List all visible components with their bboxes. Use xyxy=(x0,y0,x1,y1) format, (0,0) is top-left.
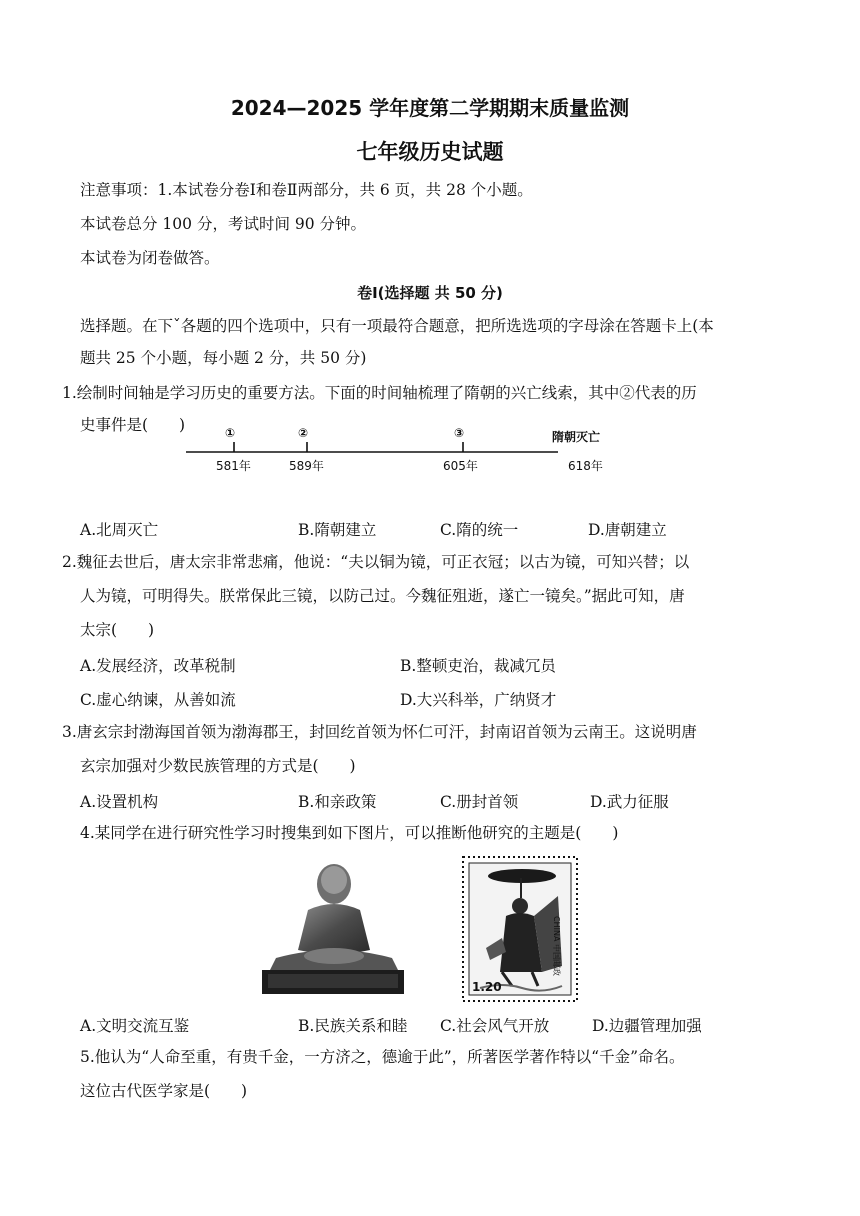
q4-stem-1: 4.某同学在进行研究性学习时搜集到如下图片，可以推断他研究的主题是( ) xyxy=(80,824,619,842)
q4-option-d: D.边疆管理加强 xyxy=(592,1017,702,1035)
q4-option-a: A.文明交流互鉴 xyxy=(80,1017,190,1035)
statue-graphic xyxy=(258,858,408,998)
q3-option-b: B.和亲政策 xyxy=(298,793,377,811)
timeline-year-3: 605年 xyxy=(443,459,478,473)
q2-stem-3: 太宗( ) xyxy=(80,621,155,639)
stamp-image xyxy=(462,856,578,1002)
q5-stem-2: 这位古代医学家是( ) xyxy=(80,1082,248,1100)
notes-line-1: 注意事项：1.本试卷分卷Ⅰ和卷Ⅱ两部分，共 6 页，共 28 个小题。 xyxy=(80,181,533,199)
q2-stem-1: 2.魏征去世后，唐太宗非常悲痛，他说：“夫以铜为镜，可正衣冠；以古为镜，可知兴替；以 xyxy=(62,553,690,571)
q1-stem-2: 史事件是( ) xyxy=(80,416,186,434)
section-instruction-2: 题共 25 个小题，每小题 2 分，共 50 分) xyxy=(80,349,367,367)
q2-option-c: C.虚心纳谏，从善如流 xyxy=(80,691,236,709)
timeline-year-4: 618年 xyxy=(568,459,603,473)
exam-title: 2024—2025 学年度第二学期期末质量监测 xyxy=(230,96,630,120)
stamp-value: 1.20 xyxy=(472,980,502,994)
section-title: 卷Ⅰ(选择题 共 50 分) xyxy=(357,284,503,302)
q2-option-a: A.发展经济，改革税制 xyxy=(80,657,236,675)
q1-timeline xyxy=(180,422,620,478)
q4-option-c: C.社会风气开放 xyxy=(440,1017,550,1035)
timeline-year-1: 581年 xyxy=(216,459,251,473)
timeline-marker-1: ① xyxy=(225,426,236,440)
q3-stem-2: 玄宗加强对少数民族管理的方式是( ) xyxy=(80,757,356,775)
section-instruction-1: 选择题。在下ˇ各题的四个选项中，只有一项最符合题意，把所选选项的字母涂在答题卡上(本 xyxy=(80,317,714,335)
q1-option-c: C.隋的统一 xyxy=(440,521,519,539)
q1-stem-1: 1.绘制时间轴是学习历史的重要方法。下面的时间轴梳理了隋朝的兴亡线索，其中②代表的历 xyxy=(62,384,697,402)
notes-line-2: 本试卷总分 100 分，考试时间 90 分钟。 xyxy=(80,215,367,233)
timeline-year-2: 589年 xyxy=(289,459,324,473)
timeline-end-label: 隋朝灭亡 xyxy=(552,430,601,444)
q5-stem-1: 5.他认为“人命至重，有贵千金，一方济之，德逾于此”，所著医学著作特以“千金”命名。 xyxy=(80,1048,685,1066)
exam-subtitle: 七年级历史试题 xyxy=(356,140,504,164)
timeline-marker-3: ③ xyxy=(454,426,465,440)
monk-statue-image xyxy=(258,858,408,998)
timeline-marker-2: ② xyxy=(298,426,309,440)
q2-stem-2: 人为镜，可明得失。朕常保此三镜，以防己过。今魏征殂逝，遂亡一镜矣。”据此可知，唐 xyxy=(80,587,685,605)
q2-option-d: D.大兴科举，广纳贤才 xyxy=(400,691,557,709)
q3-stem-1: 3.唐玄宗封渤海国首领为渤海郡王，封回纥首领为怀仁可汗，封南诏首领为云南王。这说明唐 xyxy=(62,723,697,741)
q4-option-b: B.民族关系和睦 xyxy=(298,1017,408,1035)
q1-option-a: A.北周灭亡 xyxy=(80,521,159,539)
q3-option-d: D.武力征服 xyxy=(590,793,669,811)
notes-line-3: 本试卷为闭卷做答。 xyxy=(80,249,220,267)
q1-option-b: B.隋朝建立 xyxy=(298,521,377,539)
q1-option-d: D.唐朝建立 xyxy=(588,521,667,539)
stamp-country: CHINA 中国邮政 xyxy=(552,916,561,976)
q3-option-c: C.册封首领 xyxy=(440,793,519,811)
q2-option-b: B.整顿吏治，裁减冗员 xyxy=(400,657,556,675)
q3-option-a: A.设置机构 xyxy=(80,793,159,811)
